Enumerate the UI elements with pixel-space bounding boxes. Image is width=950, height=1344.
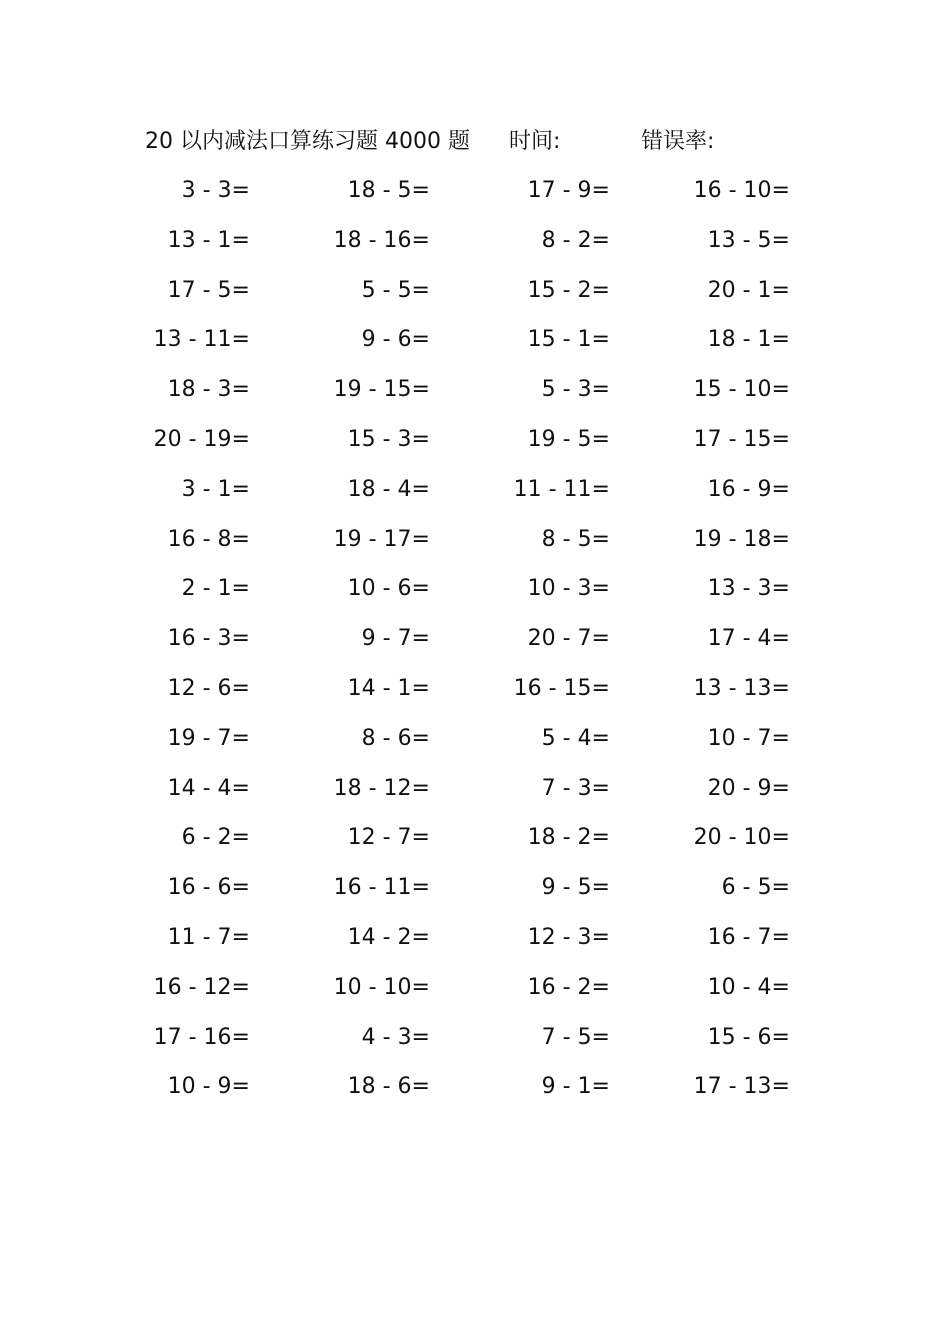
problem-item: 18 - 2= <box>527 825 610 851</box>
problem-row <box>130 1013 810 1063</box>
problem-item: 18 - 6= <box>347 1074 430 1100</box>
problem-item: 10 - 9= <box>167 1074 250 1100</box>
problem-row <box>130 863 810 913</box>
problem-item: 12 - 7= <box>347 825 430 851</box>
problem-item: 9 - 6= <box>361 327 430 353</box>
problem-item: 16 - 11= <box>333 875 430 901</box>
problem-item: 18 - 3= <box>167 377 250 403</box>
problem-item: 16 - 2= <box>527 974 610 1000</box>
problem-item: 20 - 7= <box>527 626 610 652</box>
problem-item: 8 - 2= <box>541 227 610 253</box>
problem-item: 19 - 7= <box>167 725 250 751</box>
problem-row <box>130 564 810 614</box>
problem-item: 3 - 3= <box>181 178 250 203</box>
problem-item: 12 - 3= <box>527 924 610 950</box>
problem-row <box>130 614 810 664</box>
problem-item: 19 - 15= <box>333 377 430 403</box>
problem-item: 19 - 5= <box>527 426 610 452</box>
problem-item: 13 - 11= <box>153 327 250 353</box>
problem-item: 5 - 4= <box>541 725 610 751</box>
problem-item: 16 - 6= <box>167 875 250 901</box>
problem-item: 10 - 6= <box>347 576 430 602</box>
problem-item: 16 - 3= <box>167 626 250 652</box>
problem-item: 16 - 8= <box>167 526 250 552</box>
problem-item: 18 - 5= <box>347 178 430 203</box>
problem-row <box>130 714 810 764</box>
problem-item: 17 - 15= <box>693 426 790 452</box>
error-rate-label: 错误率: <box>641 129 715 154</box>
problem-row <box>130 465 810 515</box>
problem-item: 6 - 5= <box>721 875 790 901</box>
problem-item: 13 - 3= <box>707 576 790 602</box>
problem-item: 12 - 6= <box>167 675 250 701</box>
problem-item: 16 - 15= <box>513 675 610 701</box>
problem-item: 6 - 2= <box>181 825 250 851</box>
problem-item: 14 - 2= <box>347 924 430 950</box>
problem-row <box>130 664 810 714</box>
problem-row <box>130 515 810 565</box>
problem-item: 16 - 7= <box>707 924 790 950</box>
problem-item: 15 - 3= <box>347 426 430 452</box>
problem-row <box>130 266 810 316</box>
problem-item: 13 - 13= <box>693 675 790 701</box>
problem-item: 17 - 16= <box>153 1024 250 1050</box>
problem-item: 17 - 13= <box>693 1074 790 1100</box>
problem-item: 15 - 1= <box>527 327 610 353</box>
problem-item: 10 - 3= <box>527 576 610 602</box>
problem-item: 11 - 11= <box>513 476 610 502</box>
problem-row <box>130 963 810 1013</box>
problem-row <box>130 216 810 266</box>
problem-item: 16 - 12= <box>153 974 250 1000</box>
problem-row <box>130 813 810 863</box>
problem-item: 9 - 5= <box>541 875 610 901</box>
problem-row <box>130 1062 810 1112</box>
problem-item: 20 - 1= <box>707 277 790 303</box>
problem-item: 18 - 1= <box>707 327 790 353</box>
problem-item: 7 - 3= <box>541 775 610 801</box>
problem-item: 10 - 10= <box>333 974 430 1000</box>
problem-item: 13 - 1= <box>167 227 250 253</box>
problem-item: 13 - 5= <box>707 227 790 253</box>
problem-row <box>130 913 810 963</box>
worksheet-header <box>145 124 845 160</box>
worksheet-title: 20 以内减法口算练习题 4000 题 <box>145 129 470 154</box>
problem-item: 17 - 4= <box>707 626 790 652</box>
problem-item: 20 - 19= <box>153 426 250 452</box>
problem-item: 7 - 5= <box>541 1024 610 1050</box>
problem-item: 8 - 5= <box>541 526 610 552</box>
problem-grid <box>130 166 810 1112</box>
problem-row <box>130 166 810 216</box>
problem-item: 16 - 10= <box>693 178 790 203</box>
problem-item: 18 - 16= <box>333 227 430 253</box>
problem-item: 15 - 6= <box>707 1024 790 1050</box>
problem-item: 9 - 7= <box>361 626 430 652</box>
problem-row <box>130 365 810 415</box>
problem-item: 5 - 3= <box>541 377 610 403</box>
problem-item: 17 - 5= <box>167 277 250 303</box>
problem-item: 15 - 10= <box>693 377 790 403</box>
problem-item: 8 - 6= <box>361 725 430 751</box>
time-label: 时间: <box>509 129 561 154</box>
problem-item: 18 - 4= <box>347 476 430 502</box>
problem-item: 20 - 9= <box>707 775 790 801</box>
problem-item: 16 - 9= <box>707 476 790 502</box>
problem-row <box>130 415 810 465</box>
problem-item: 9 - 1= <box>541 1074 610 1100</box>
problem-item: 15 - 2= <box>527 277 610 303</box>
problem-row <box>130 764 810 814</box>
problem-item: 20 - 10= <box>693 825 790 851</box>
problem-item: 19 - 17= <box>333 526 430 552</box>
problem-item: 2 - 1= <box>181 576 250 602</box>
problem-item: 3 - 1= <box>181 476 250 502</box>
problem-item: 14 - 4= <box>167 775 250 801</box>
problem-item: 4 - 3= <box>361 1024 430 1050</box>
problem-row <box>130 315 810 365</box>
problem-item: 11 - 7= <box>167 924 250 950</box>
problem-item: 19 - 18= <box>693 526 790 552</box>
problem-item: 17 - 9= <box>527 178 610 203</box>
problem-item: 18 - 12= <box>333 775 430 801</box>
problem-item: 5 - 5= <box>361 277 430 303</box>
problem-item: 14 - 1= <box>347 675 430 701</box>
problem-item: 10 - 4= <box>707 974 790 1000</box>
problem-item: 10 - 7= <box>707 725 790 751</box>
